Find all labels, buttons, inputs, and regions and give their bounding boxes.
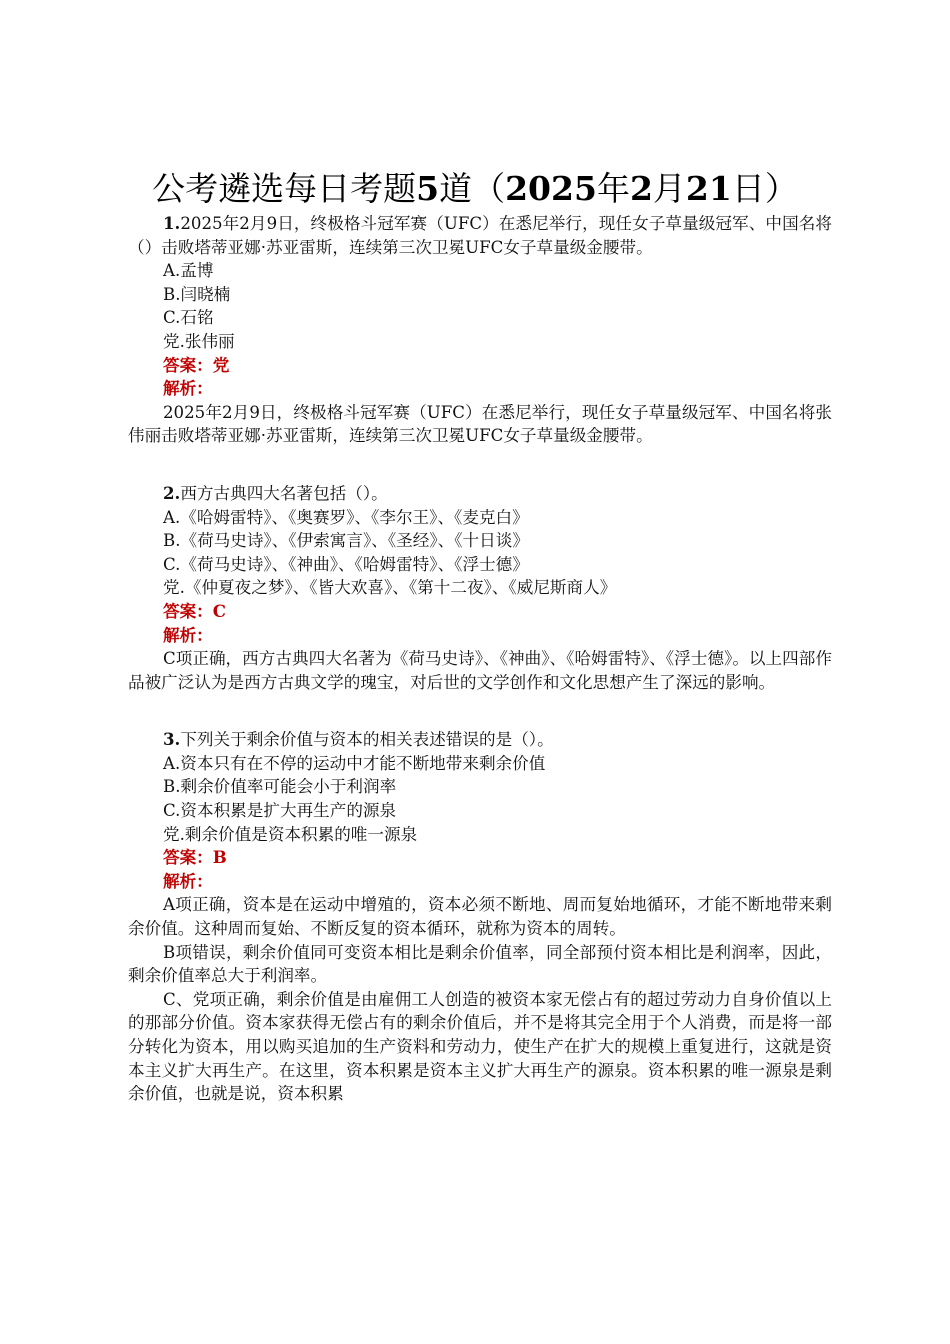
analysis-paragraph: C、党项正确，剩余价值是由雇佣工人创造的被资本家无偿占有的超过劳动力自身价值以上的那部分价值。资本家获得无偿占有的剩余价值后，并不是将其完全用于个人消费，而是将一部分转化为资本，用以购买追加的生产资料和劳动力，使生产在扩大的规模上重复进行，这就是资本主义扩大再生产。在这里，资本积累是资本主义扩大再生产的源泉。资本积累的唯一源泉是剩余价值，也就是说，资本积累	[128, 989, 832, 1104]
option-c: C.《荷马史诗》、《神曲》、《哈姆雷特》、《浮士德》	[163, 554, 529, 574]
title-prefix: 公考遴选每日考题	[152, 169, 417, 208]
answer-line: 答案：B	[163, 847, 227, 868]
title-month: 2	[629, 169, 653, 208]
question-stem	[128, 728, 832, 752]
question-stem-text: 2025年2月9日，终极格斗冠军赛（UFC）在悉尼举行，现任女子草量级冠军、中国名将（）击败塔蒂亚娜·苏亚雷斯，连续第三次卫冕UFC女子草量级金腰带。	[128, 214, 832, 257]
question-stem-text: 下列关于剩余价值与资本的相关表述错误的是（）。	[180, 730, 554, 750]
analysis-paragraph: B项错误，剩余价值同可变资本相比是剩余价值率，同全部预付资本相比是利润率，因此，剩余价值率总大于利润率。	[128, 942, 832, 986]
questions-content	[128, 212, 832, 1106]
option-c: C.资本积累是扩大再生产的源泉	[163, 801, 397, 821]
title-ri: 日）	[731, 169, 798, 208]
question-stem-text: 西方古典四大名著包括（）。	[180, 483, 388, 503]
option-a: A.资本只有在不停的运动中才能不断地带来剩余价值	[163, 753, 546, 773]
analysis-paragraph: A项正确，资本是在运动中增殖的，资本必须不断地、周而复始地循环，才能不断地带来剩余价值。这种周而复始、不断反复的资本循环，就称为资本的周转。	[128, 895, 832, 939]
question-number: 3.	[163, 729, 181, 750]
question-stem	[128, 212, 832, 259]
title-day: 21	[685, 169, 732, 208]
analysis-paragraph: 2025年2月9日，终极格斗冠军赛（UFC）在悉尼举行，现任女子草量级冠军、中国名将张伟丽击败塔蒂亚娜·苏亚雷斯，连续第三次卫冕UFC女子草量级金腰带。	[128, 402, 832, 446]
answer-line: 答案：C	[163, 600, 226, 621]
question-number: 2.	[163, 482, 181, 503]
question-gap	[128, 694, 832, 728]
option-b: B.《荷马史诗》、《伊索寓言》、《圣经》、《十日谈》	[163, 531, 529, 551]
question-number: 1.	[163, 213, 181, 233]
question-gap	[128, 448, 832, 482]
option-a: A.《哈姆雷特》、《奥赛罗》、《李尔王》、《麦克白》	[163, 507, 529, 527]
option-b: B.闫晓楠	[163, 284, 231, 304]
analysis-label: 解析：	[163, 624, 213, 645]
title-year: 2025	[505, 169, 597, 208]
title-count: 5	[416, 169, 440, 208]
option-d: 党.剩余价值是资本积累的唯一源泉	[163, 824, 418, 844]
title-yue: 月	[652, 169, 686, 208]
title-nian: 年	[596, 169, 630, 208]
option-a: A.孟博	[163, 261, 214, 281]
option-b: B.剩余价值率可能会小于利润率	[163, 777, 397, 797]
question-stem	[128, 482, 832, 506]
title-mid: 道（	[439, 169, 506, 208]
page-title	[0, 168, 950, 210]
analysis-paragraph: C项正确，西方古典四大名著为《荷马史诗》、《神曲》、《哈姆雷特》、《浮士德》。以上四部作品被广泛认为是西方古典文学的瑰宝，对后世的文学创作和文化思想产生了深远的影响。	[128, 649, 832, 692]
option-d: 党.《仲夏夜之梦》、《皆大欢喜》、《第十二夜》、《威尼斯商人》	[163, 578, 617, 598]
option-c: C.石铭	[163, 308, 214, 328]
question-1	[128, 212, 832, 448]
question-2	[128, 482, 832, 694]
analysis-label: 解析：	[163, 870, 213, 891]
analysis-label: 解析：	[163, 378, 213, 399]
option-d: 党.张伟丽	[163, 331, 235, 351]
answer-line: 答案：党	[163, 354, 230, 375]
question-3	[128, 728, 832, 1106]
